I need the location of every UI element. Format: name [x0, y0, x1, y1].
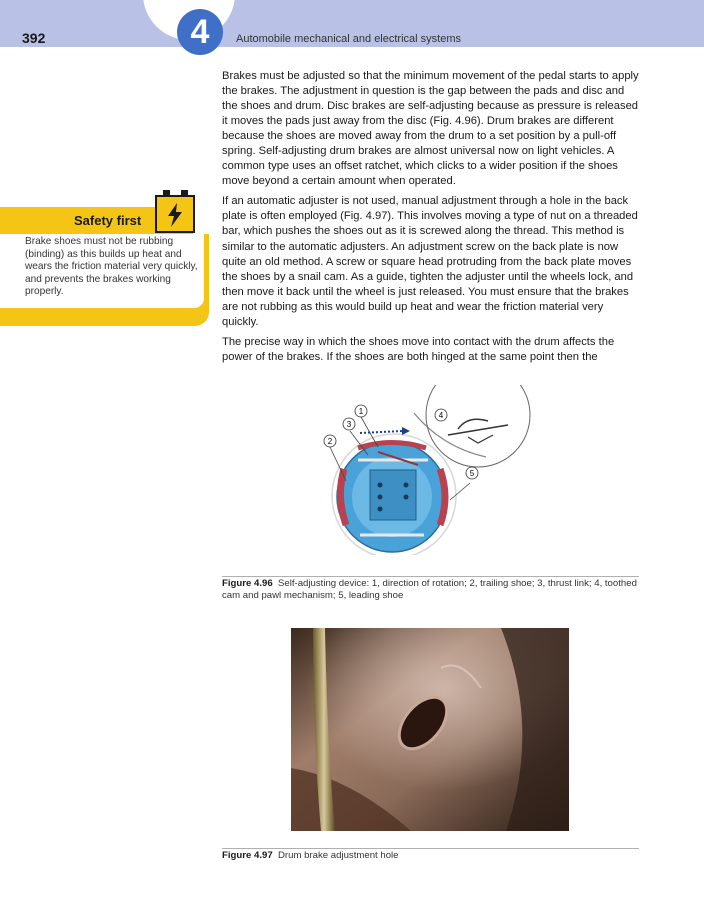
body-text — [222, 69, 642, 370]
page-number: 392 — [22, 30, 46, 46]
paragraph: If an automatic adjuster is not used, manual adjustment through a hole in the back plate is often employed (Fig. 4.97). This involves moving a type of nut on a threaded bar, which pushes the shoes out as it is screwed along the thread. This method is similar to the automatic adjusters. An adjustment screw on the back plate is now quite an old method. A screw or square head protruding from the back plate moves the shoes by a snail cam. As a guide, tighten the adjuster until the wheels lock, and then move it back until the wheel is just released. You must ensure that the brakes are not rubbing as this would build up heat and wear the friction material very quickly. — [222, 195, 638, 328]
callout-3 — [343, 418, 355, 430]
svg-text:2: 2 — [327, 437, 333, 446]
callout-1 — [355, 405, 367, 417]
paragraph: The precise way in which the shoes move into contact with the drum affects the power of the brakes. If the shoes are both hinged at the same point then the — [222, 335, 615, 363]
drum-adjustment-hole-photo — [291, 628, 569, 831]
chapter-number-badge: 4 — [177, 9, 223, 55]
figure-label: Figure 4.97 — [222, 850, 273, 861]
safety-title: Safety first — [74, 213, 142, 228]
svg-text:5: 5 — [469, 469, 475, 478]
callout-5 — [466, 467, 478, 479]
callout-2 — [324, 435, 336, 447]
figure-caption — [222, 578, 642, 602]
svg-text:1: 1 — [358, 407, 364, 416]
caption-rule — [222, 576, 639, 577]
svg-text:3: 3 — [346, 420, 352, 429]
svg-text:4: 4 — [438, 411, 444, 420]
safety-text: Brake shoes must not be rubbing (binding) as this builds up heat and wears the friction material very quickly, and prevents the brakes working properly. — [25, 236, 198, 298]
drum-brake-diagram — [318, 385, 548, 555]
lightning-icon — [164, 202, 186, 228]
figure-caption-text: Self-adjusting device: 1, direction of rotation; 2, trailing shoe; 3, thrust link; 4, toothed cam and pawl mechanism; 5, leading shoe — [222, 578, 637, 601]
figure-caption — [222, 850, 642, 862]
paragraph: Brakes must be adjusted so that the minimum movement of the pedal starts to apply the brakes. The adjustment in question is the gap between the pads and disc and the shoes and drum. Disc brakes are self-adjusting because as pressure is released it moves the pads just away from the disc (Fig. 4.96). Drum brakes are different because the shoes are moved away from the drum to a set position by a pull-off spring. Self-adjusting drum brakes are almost universal now on light vehicles. A common type uses an offset ratchet, which clicks to a wider position if the shoes move beyond a certain amount when operated. — [222, 70, 639, 188]
running-title: Automobile mechanical and electrical systems — [236, 33, 461, 45]
figure-caption-text: Drum brake adjustment hole — [278, 850, 399, 861]
figure-label: Figure 4.96 — [222, 578, 273, 589]
caption-rule — [222, 848, 639, 849]
callout-4 — [435, 409, 447, 421]
